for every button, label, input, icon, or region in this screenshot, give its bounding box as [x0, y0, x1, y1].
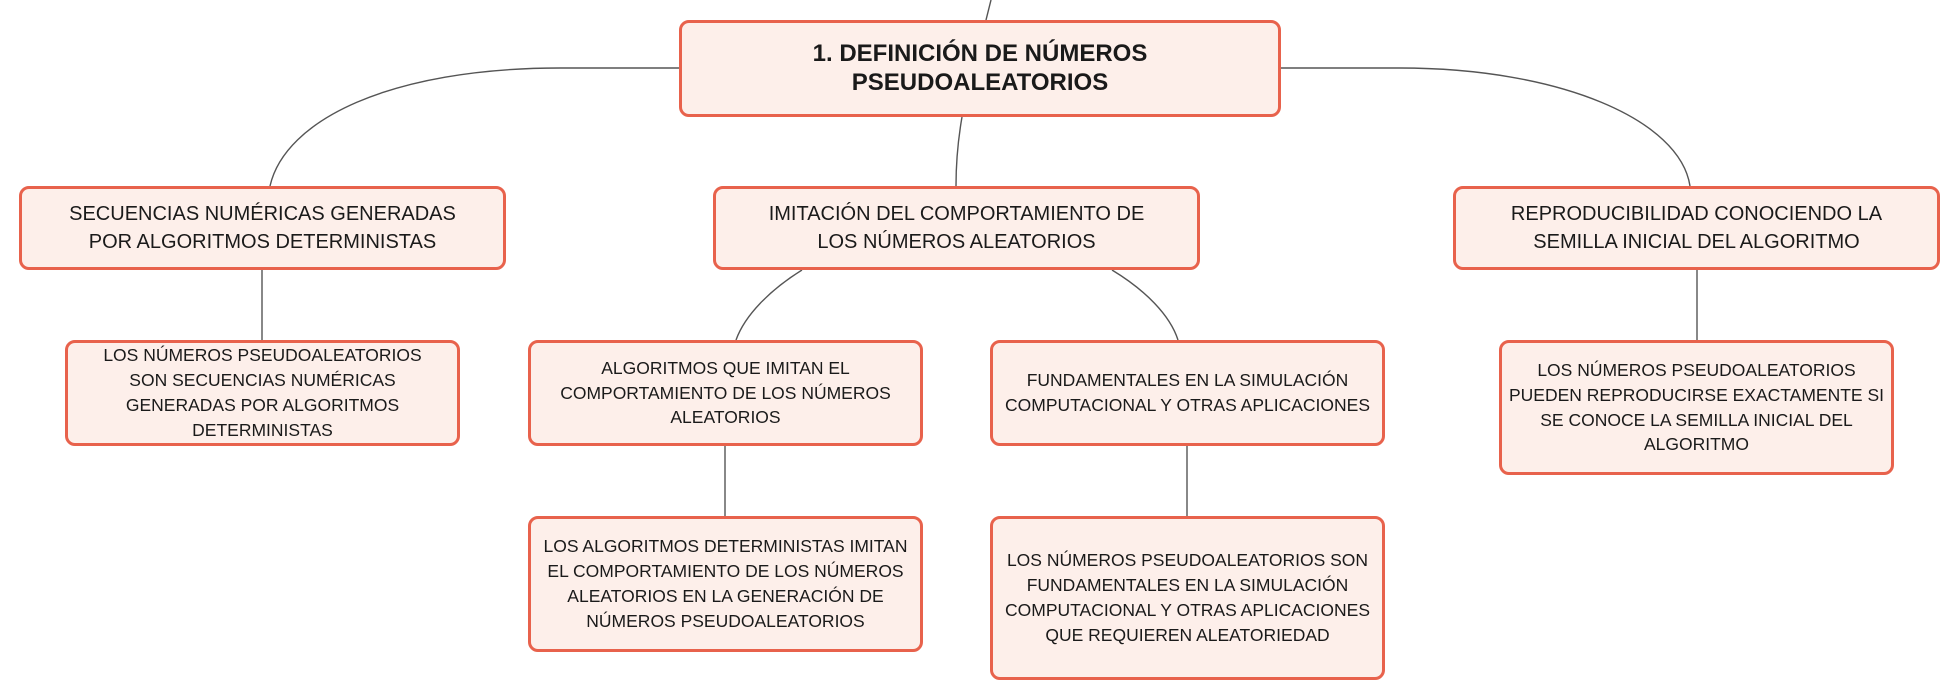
- branch-node-3-label: REPRODUCIBILIDAD CONOCIENDO LA SEMILLA INICIAL DEL ALGORITMO: [1510, 202, 1883, 253]
- branch-node-3[interactable]: [1453, 186, 1940, 270]
- leaf-node-1-label: LOS NÚMEROS PSEUDOALEATORIOS SON SECUENCIAS NUMÉRICAS GENERADAS POR ALGORITMOS DETERMINISTAS: [103, 345, 422, 440]
- branch-node-1[interactable]: [19, 186, 506, 270]
- leaf-node-4-label: LOS NÚMEROS PSEUDOALEATORIOS PUEDEN REPRODUCIRSE EXACTAMENTE SI SE CONOCE LA SEMILLA INICIAL DEL ALGORITMO: [1508, 359, 1884, 455]
- connector-branch-2-to-sub-1: [736, 270, 802, 340]
- connector-branch-2-to-sub-2: [1112, 270, 1178, 340]
- leaf-node-2-label: LOS ALGORITMOS DETERMINISTAS IMITAN EL COMPORTAMIENTO DE LOS NÚMEROS ALEATORIOS EN LA GENERACIÓN DE NÚMEROS PSEUDOALEATORIOS: [543, 536, 908, 631]
- connector-root-to-branch-2: [956, 117, 962, 186]
- sub-node-1[interactable]: [528, 340, 923, 446]
- leaf-node-4[interactable]: [1499, 340, 1894, 475]
- sub-node-2-label: FUNDAMENTALES EN LA SIMULACIÓN COMPUTACIONAL Y OTRAS APLICACIONES: [1005, 370, 1370, 415]
- connector-root-to-branch-1: [270, 68, 680, 186]
- leaf-node-3-label: LOS NÚMEROS PSEUDOALEATORIOS SON FUNDAMENTALES EN LA SIMULACIÓN COMPUTACIONAL Y OTRAS APLICACIONES QUE REQUIEREN ALEATORIEDAD: [1005, 550, 1370, 645]
- root-node-label: 1. DEFINICIÓN DE NÚMEROS PSEUDOALEATORIOS: [812, 39, 1148, 96]
- connector-offscreen-parent: [986, 0, 991, 20]
- branch-node-1-label: SECUENCIAS NUMÉRICAS GENERADAS POR ALGORITMOS DETERMINISTAS: [69, 202, 456, 253]
- branch-node-2-label: IMITACIÓN DEL COMPORTAMIENTO DE LOS NÚMEROS ALEATORIOS: [768, 202, 1145, 253]
- sub-node-1-label: ALGORITMOS QUE IMITAN EL COMPORTAMIENTO DE LOS NÚMEROS ALEATORIOS: [560, 357, 891, 428]
- leaf-node-2[interactable]: [528, 516, 923, 652]
- connector-root-to-branch-3: [1280, 68, 1690, 186]
- branch-node-2[interactable]: [713, 186, 1200, 270]
- sub-node-2[interactable]: [990, 340, 1385, 446]
- leaf-node-1[interactable]: [65, 340, 460, 446]
- leaf-node-3[interactable]: [990, 516, 1385, 680]
- root-node[interactable]: [679, 20, 1281, 117]
